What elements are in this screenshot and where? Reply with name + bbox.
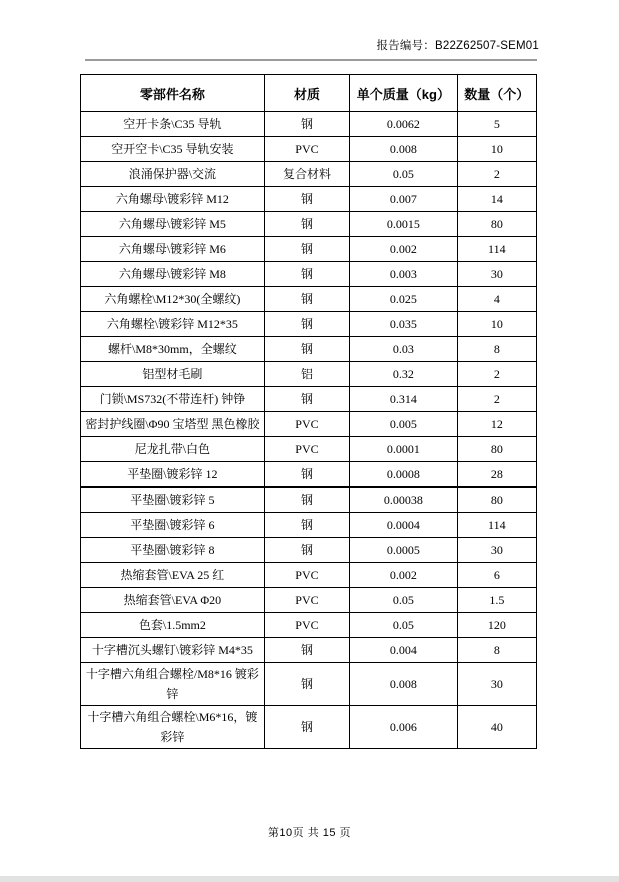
cell-unit-mass: 0.007 bbox=[350, 187, 457, 212]
report-number: 报告编号：B22Z62507-SEM01 bbox=[376, 40, 539, 52]
cell-unit-mass: 0.05 bbox=[350, 613, 457, 638]
cell-unit-mass: 0.002 bbox=[350, 237, 457, 262]
table-row bbox=[81, 237, 537, 262]
cell-unit-mass: 0.0062 bbox=[350, 112, 457, 137]
cell-material: 钢 bbox=[264, 706, 349, 749]
cell-quantity: 2 bbox=[457, 362, 536, 387]
cell-quantity: 8 bbox=[457, 638, 536, 663]
col-header-part-name: 零部件名称 bbox=[81, 75, 265, 112]
cell-material: PVC bbox=[264, 137, 349, 162]
cell-unit-mass: 0.0001 bbox=[350, 437, 457, 462]
cell-material: 钢 bbox=[264, 312, 349, 337]
cell-material: 钢 bbox=[264, 112, 349, 137]
cell-material: 钢 bbox=[264, 538, 349, 563]
cell-unit-mass: 0.0004 bbox=[350, 513, 457, 538]
table-row bbox=[81, 638, 537, 663]
cell-unit-mass: 0.006 bbox=[350, 706, 457, 749]
cell-quantity: 5 bbox=[457, 112, 536, 137]
cell-material: 复合材料 bbox=[264, 162, 349, 187]
cell-part-name: 平垫圈\镀彩锌 12 bbox=[81, 462, 265, 488]
parts-table bbox=[80, 74, 537, 749]
cell-material: 钢 bbox=[264, 462, 349, 488]
cell-part-name: 六角螺母\镀彩锌 M6 bbox=[81, 237, 265, 262]
cell-unit-mass: 0.0008 bbox=[350, 462, 457, 488]
cell-part-name: 色套\1.5mm2 bbox=[81, 613, 265, 638]
cell-quantity: 30 bbox=[457, 262, 536, 287]
table-row bbox=[81, 312, 537, 337]
table-row bbox=[81, 588, 537, 613]
cell-quantity: 120 bbox=[457, 613, 536, 638]
cell-material: 钢 bbox=[264, 237, 349, 262]
header-rule bbox=[85, 59, 537, 61]
cell-quantity: 2 bbox=[457, 387, 536, 412]
cell-quantity: 1.5 bbox=[457, 588, 536, 613]
cell-material: 钢 bbox=[264, 387, 349, 412]
cell-material: 钢 bbox=[264, 212, 349, 237]
cell-part-name: 螺杆\M8*30mm，全螺纹 bbox=[81, 337, 265, 362]
cell-material: PVC bbox=[264, 563, 349, 588]
table-row bbox=[81, 563, 537, 588]
table-row bbox=[81, 706, 537, 749]
table-row bbox=[81, 112, 537, 137]
cell-material: 钢 bbox=[264, 663, 349, 706]
cell-part-name: 六角螺母\镀彩锌 M8 bbox=[81, 262, 265, 287]
table-row bbox=[81, 412, 537, 437]
cell-part-name: 平垫圈\镀彩锌 6 bbox=[81, 513, 265, 538]
cell-unit-mass: 0.025 bbox=[350, 287, 457, 312]
cell-unit-mass: 0.035 bbox=[350, 312, 457, 337]
table-row bbox=[81, 137, 537, 162]
col-header-material: 材质 bbox=[264, 75, 349, 112]
col-header-quantity: 数量（个） bbox=[457, 75, 536, 112]
cell-quantity: 2 bbox=[457, 162, 536, 187]
cell-unit-mass: 0.32 bbox=[350, 362, 457, 387]
cell-quantity: 10 bbox=[457, 137, 536, 162]
cell-quantity: 80 bbox=[457, 487, 536, 513]
cell-unit-mass: 0.03 bbox=[350, 337, 457, 362]
cell-quantity: 40 bbox=[457, 706, 536, 749]
cell-material: 钢 bbox=[264, 513, 349, 538]
table-row bbox=[81, 613, 537, 638]
cell-material: PVC bbox=[264, 412, 349, 437]
cell-quantity: 10 bbox=[457, 312, 536, 337]
cell-part-name: 十字槽六角组合螺栓\M6*16，镀彩锌 bbox=[81, 706, 265, 749]
cell-part-name: 空开空卡\C35 导轨安装 bbox=[81, 137, 265, 162]
cell-material: PVC bbox=[264, 437, 349, 462]
cell-quantity: 30 bbox=[457, 538, 536, 563]
cell-material: PVC bbox=[264, 588, 349, 613]
cell-quantity: 114 bbox=[457, 237, 536, 262]
table-body bbox=[81, 112, 537, 749]
cell-part-name: 六角螺栓\M12*30(全螺纹) bbox=[81, 287, 265, 312]
cell-part-name: 门锁\MS732(不带连杆) 钟铮 bbox=[81, 387, 265, 412]
table-row bbox=[81, 362, 537, 387]
cell-quantity: 80 bbox=[457, 437, 536, 462]
cell-unit-mass: 0.002 bbox=[350, 563, 457, 588]
col-header-unit-mass: 单个质量（kg） bbox=[350, 75, 457, 112]
cell-unit-mass: 0.05 bbox=[350, 588, 457, 613]
cell-part-name: 平垫圈\镀彩锌 8 bbox=[81, 538, 265, 563]
cell-unit-mass: 0.004 bbox=[350, 638, 457, 663]
table-row bbox=[81, 262, 537, 287]
cell-quantity: 8 bbox=[457, 337, 536, 362]
cell-material: 钢 bbox=[264, 638, 349, 663]
cell-part-name: 六角螺栓\镀彩锌 M12*35 bbox=[81, 312, 265, 337]
cell-material: 钢 bbox=[264, 487, 349, 513]
cell-part-name: 热缩套管\EVA 25 红 bbox=[81, 563, 265, 588]
page-footer: 第10页 共 15 页 bbox=[267, 827, 352, 839]
cell-material: 钢 bbox=[264, 337, 349, 362]
cell-quantity: 28 bbox=[457, 462, 536, 488]
table-row bbox=[81, 663, 537, 706]
cell-part-name: 六角螺母\镀彩锌 M5 bbox=[81, 212, 265, 237]
cell-part-name: 平垫圈\镀彩锌 5 bbox=[81, 487, 265, 513]
table-row bbox=[81, 538, 537, 563]
cell-unit-mass: 0.314 bbox=[350, 387, 457, 412]
cell-material: 铝 bbox=[264, 362, 349, 387]
cell-unit-mass: 0.0005 bbox=[350, 538, 457, 563]
cell-unit-mass: 0.003 bbox=[350, 262, 457, 287]
cell-material: 钢 bbox=[264, 187, 349, 212]
cell-quantity: 114 bbox=[457, 513, 536, 538]
cell-unit-mass: 0.008 bbox=[350, 137, 457, 162]
cell-part-name: 空开卡条\C35 导轨 bbox=[81, 112, 265, 137]
cell-quantity: 4 bbox=[457, 287, 536, 312]
cell-part-name: 十字槽六角组合螺栓/M8*16 镀彩锌 bbox=[81, 663, 265, 706]
table-header-row bbox=[81, 75, 537, 112]
table-row bbox=[81, 212, 537, 237]
cell-part-name: 十字槽沉头螺钉\镀彩锌 M4*35 bbox=[81, 638, 265, 663]
table-row bbox=[81, 437, 537, 462]
page-bottom-edge bbox=[0, 876, 619, 882]
table-row bbox=[81, 487, 537, 513]
cell-material: 钢 bbox=[264, 287, 349, 312]
cell-material: 钢 bbox=[264, 262, 349, 287]
table-row bbox=[81, 462, 537, 488]
cell-unit-mass: 0.00038 bbox=[350, 487, 457, 513]
cell-unit-mass: 0.005 bbox=[350, 412, 457, 437]
cell-part-name: 尼龙扎带\白色 bbox=[81, 437, 265, 462]
table-row bbox=[81, 337, 537, 362]
cell-part-name: 铝型材毛刷 bbox=[81, 362, 265, 387]
cell-part-name: 浪涌保护器\交流 bbox=[81, 162, 265, 187]
cell-quantity: 6 bbox=[457, 563, 536, 588]
table-row bbox=[81, 387, 537, 412]
cell-part-name: 六角螺母\镀彩锌 M12 bbox=[81, 187, 265, 212]
cell-quantity: 80 bbox=[457, 212, 536, 237]
table-row bbox=[81, 513, 537, 538]
cell-quantity: 12 bbox=[457, 412, 536, 437]
table-row bbox=[81, 187, 537, 212]
cell-part-name: 密封护线圈\Φ90 宝塔型 黑色橡胶 bbox=[81, 412, 265, 437]
cell-unit-mass: 0.0015 bbox=[350, 212, 457, 237]
cell-part-name: 热缩套管\EVA Φ20 bbox=[81, 588, 265, 613]
table-row bbox=[81, 287, 537, 312]
cell-material: PVC bbox=[264, 613, 349, 638]
cell-quantity: 14 bbox=[457, 187, 536, 212]
cell-quantity: 30 bbox=[457, 663, 536, 706]
cell-unit-mass: 0.05 bbox=[350, 162, 457, 187]
cell-unit-mass: 0.008 bbox=[350, 663, 457, 706]
table-row bbox=[81, 162, 537, 187]
